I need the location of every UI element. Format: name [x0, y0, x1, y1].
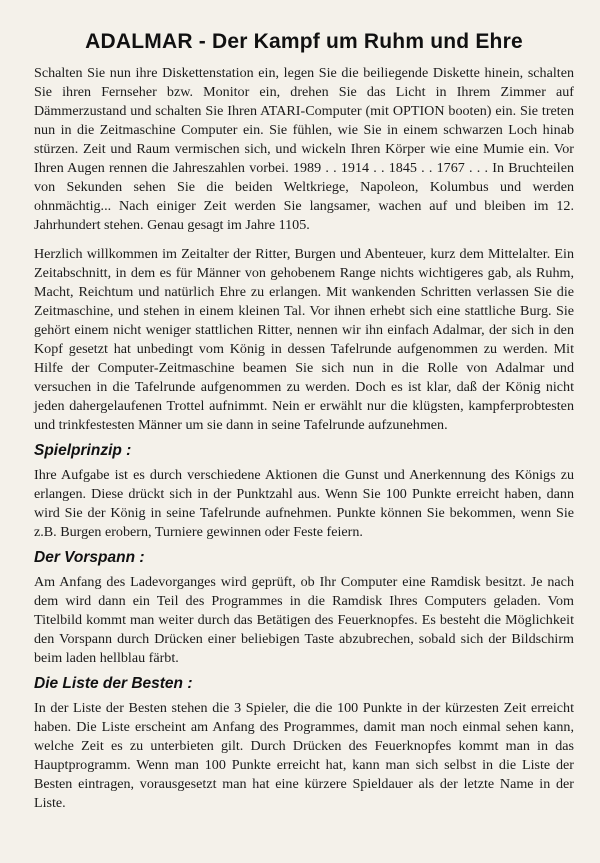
intro-paragraph-1: Schalten Sie nun ihre Diskettenstation ein, legen Sie die beiliegende Diskette hinein, schalten Sie ihren Fernseher bzw. Monitor ein, drehen Sie das Licht in Ihrem Zimmer auf Dämmerzustand und schalten Sie Ihren ATARI-Computer (mit OPTION booten) ein. Sie treten nun in die Zeitmaschine Computer ein. Sie fühlen, wie Sie in einem schwarzen Loch hinab stürzen. Zeit und Raum vermischen sich, und wickeln Ihren Körper wie eine Mumie ein. Vor Ihren Augen rennen die Jahreszahlen vorbei. 1989 . . 1914 . . 1845 . . 1767 . . . In Bruchteilen von Sekunden sehen Sie die beiden Weltkriege, Napoleon, Kolumbus und werden ohnmächtig... Nach einiger Zeit werden Sie langsamer, wachen auf und bleiben im 12. Jahrhundert stehen. Genau gesagt im Jahre 1105.: [34, 65, 574, 233]
section-heading-spielprinzip: Spielprinzip :: [34, 442, 132, 459]
page-title: ADALMAR - Der Kampf um Ruhm und Ehre: [85, 30, 523, 53]
section-heading-vorspann: Der Vorspann :: [34, 549, 145, 566]
section-text-vorspann: Am Anfang des Ladevorganges wird geprüft, ob Ihr Computer eine Ramdisk besitzt. Je nach dem wird dann ein Teil des Programmes in die Ramdisk Ihres Computers geladen. Vom Titelbild kommt man weiter durch das Betätigen des Feuerknopfes. Es besteht die Möglichkeit den Vorspann durch Drücken einer beliebigen Taste abzubrechen, sobald sich der Bildschirm beim laden hellblau färbt.: [34, 574, 574, 666]
intro-paragraph-2: Herzlich willkommen im Zeitalter der Ritter, Burgen und Abenteuer, kurz dem Mittelalter. Ein Zeitabschnitt, in dem es für Männer von gehobenem Range nichts wichtigeres gab, als Ruhm, Macht, Reichtum und natürlich Ehre zu erlangen. Mit wankenden Schritten verlassen Sie die Zeitmaschine, und stehen in einem kleinen Tal. Vor ihnen erhebt sich eine stattliche Burg. Sie gehört einem nicht weniger stattlichen Ritter, nennen wir ihn einfach Adalmar, der sich in den Kopf gesetzt hat unbedingt vom König in dessen Tafelrunde aufgenommen zu werden. Mit Hilfe der Computer-Zeitmaschine beamen Sie sich nun in die Rolle von Adalmar und versuchen in die Tafelrunde aufgenommen zu werden. Doch es ist klar, daß der König nicht jeden dahergelaufenen Trottel aufnimmt. Nein er erwählt nur die klügsten, kampferprobtesten und trinkfestesten Männer um sie dann in seine Tafelrunde aufzunehmen.: [34, 246, 574, 433]
section-heading-liste-der-besten: Die Liste der Besten :: [34, 675, 193, 692]
section-text-liste-der-besten: In der Liste der Besten stehen die 3 Spieler, die die 100 Punkte in der kürzesten Zeit erreicht haben. Die Liste erscheint am Anfang des Programmes, damit man noch einmal sehen kann, welche Zeit es zu unterbieten gilt. Durch Drücken des Feuerknopfes kommt man in das Hauptprogramm. Wenn man 100 Punkte erreicht hat, kann man sich selbst in die Liste der Besten eintragen, vorausgesetzt man hat eine kürzere Spieldauer als der letzte Name in der Liste.: [34, 700, 574, 811]
section-text-spielprinzip: Ihre Aufgabe ist es durch verschiedene Aktionen die Gunst und Anerkennung des Königs zu erlangen. Diese drückt sich in der Punktzahl aus. Wenn Sie 100 Punkte erreicht haben, dann wird Sie der König in seine Tafelrunde aufnehmen. Punkte können Sie bekommen, wenn Sie z.B. Burgen erobern, Turniere gewinnen oder Feste feiern.: [34, 467, 574, 540]
